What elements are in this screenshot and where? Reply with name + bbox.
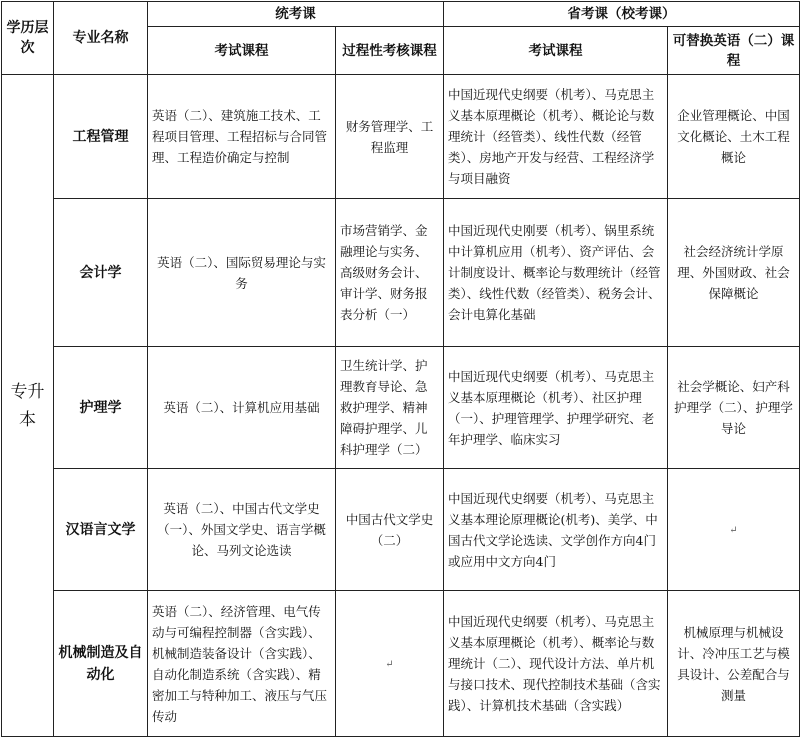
table-row xyxy=(2,347,800,469)
tongkao-exam-cell: 英语（二）、计算机应用基础 xyxy=(148,347,336,469)
major-cell: 会计学 xyxy=(54,199,148,347)
tongkao-process-cell: 财务管理学、工程监理 xyxy=(336,75,444,199)
empty-mark: ↵ xyxy=(385,659,394,670)
table-row xyxy=(2,199,800,347)
header-exam-course: 考试课程 xyxy=(148,27,336,75)
curriculum-table xyxy=(1,1,800,737)
tongkao-exam-cell: 英语（二）、中国古代文学史（一）、外国文学史、语言学概论、马列文论选读 xyxy=(148,469,336,591)
header-process-course: 过程性考核课程 xyxy=(336,27,444,75)
replace-english-cell: 社会经济统计学原理、外国财政、社会保障概论 xyxy=(668,199,800,347)
header-exam-course-2: 考试课程 xyxy=(444,27,668,75)
replace-english-cell: 机械原理与机械设计、冷冲压工艺与模具设计、公差配合与测量 xyxy=(668,591,800,737)
shengkao-exam-cell: 中国近现代史纲要（机考）、马克思主义基本原理概论（机考）、社区护理（一）、护理管理学、护理学研究、老年护理学、临床实习 xyxy=(444,347,668,469)
tongkao-process-cell xyxy=(336,591,444,737)
table-row xyxy=(2,469,800,591)
major-cell: 工程管理 xyxy=(54,75,148,199)
shengkao-exam-cell: 中国近现代史纲要（机考）、马克思主义基本原理概论（机考）、概论论与数理统计（经管类）、线性代数（经管类）、房地产开发与经营、工程经济学与项目融资 xyxy=(444,75,668,199)
replace-english-cell: 社会学概论、妇产科护理学（二）、护理学导论 xyxy=(668,347,800,469)
replace-english-cell: 企业管理概论、中国文化概论、土木工程概论 xyxy=(668,75,800,199)
level-cell: 专升本 xyxy=(2,75,54,737)
shengkao-exam-cell: 中国近现代史刚要（机考）、锅里系统中计算机应用（机考）、资产评估、会计制度设计、概率论与数理统计（经管类）、线性代数（经管类）、税务会计、会计电算化基础 xyxy=(444,199,668,347)
tongkao-process-cell: 卫生统计学、护理教育导论、急救护理学、精神障碍护理学、儿科护理学（二） xyxy=(336,347,444,469)
tongkao-process-cell: 市场营销学、金融理论与实务、高级财务会计、审计学、财务报表分析（一） xyxy=(336,199,444,347)
major-cell: 汉语言文学 xyxy=(54,469,148,591)
header-major: 专业名称 xyxy=(54,2,148,75)
table-row xyxy=(2,75,800,199)
table-row xyxy=(2,591,800,737)
header-shengkao: 省考课（校考课） xyxy=(444,2,800,27)
replace-english-cell xyxy=(668,469,800,591)
header-tongkao: 统考课 xyxy=(148,2,444,27)
tongkao-exam-cell: 英语（二）、经济管理、电气传动与可编程控制器（含实践）、机械制造装备设计（含实践）、自动化制造系统（含实践）、精密加工与特种加工、液压与气压传动 xyxy=(148,591,336,737)
tongkao-exam-cell: 英语（二）、国际贸易理论与实务 xyxy=(148,199,336,347)
shengkao-exam-cell: 中国近现代史纲要（机考）、马克思主义基本理论原理概论(机考)、美学、中国古代文学论选读、文学创作方向4门或应用中文方向4门 xyxy=(444,469,668,591)
shengkao-exam-cell: 中国近现代史纲要（机考）、马克思主义基本原理概论（机考）、概率论与数理统计（二）、现代设计方法、单片机与接口技术、现代控制技术基础（含实践）、计算机技术基础（含实践） xyxy=(444,591,668,737)
empty-mark: ↵ xyxy=(729,525,738,536)
tongkao-process-cell: 中国古代文学史（二） xyxy=(336,469,444,591)
header-level: 学历层次 xyxy=(2,2,54,75)
header-replace-english: 可替换英语（二）课程 xyxy=(668,27,800,75)
major-cell: 机械制造及自动化 xyxy=(54,591,148,737)
major-cell: 护理学 xyxy=(54,347,148,469)
tongkao-exam-cell: 英语（二）、建筑施工技术、工程项目管理、工程招标与合同管理、工程造价确定与控制 xyxy=(148,75,336,199)
